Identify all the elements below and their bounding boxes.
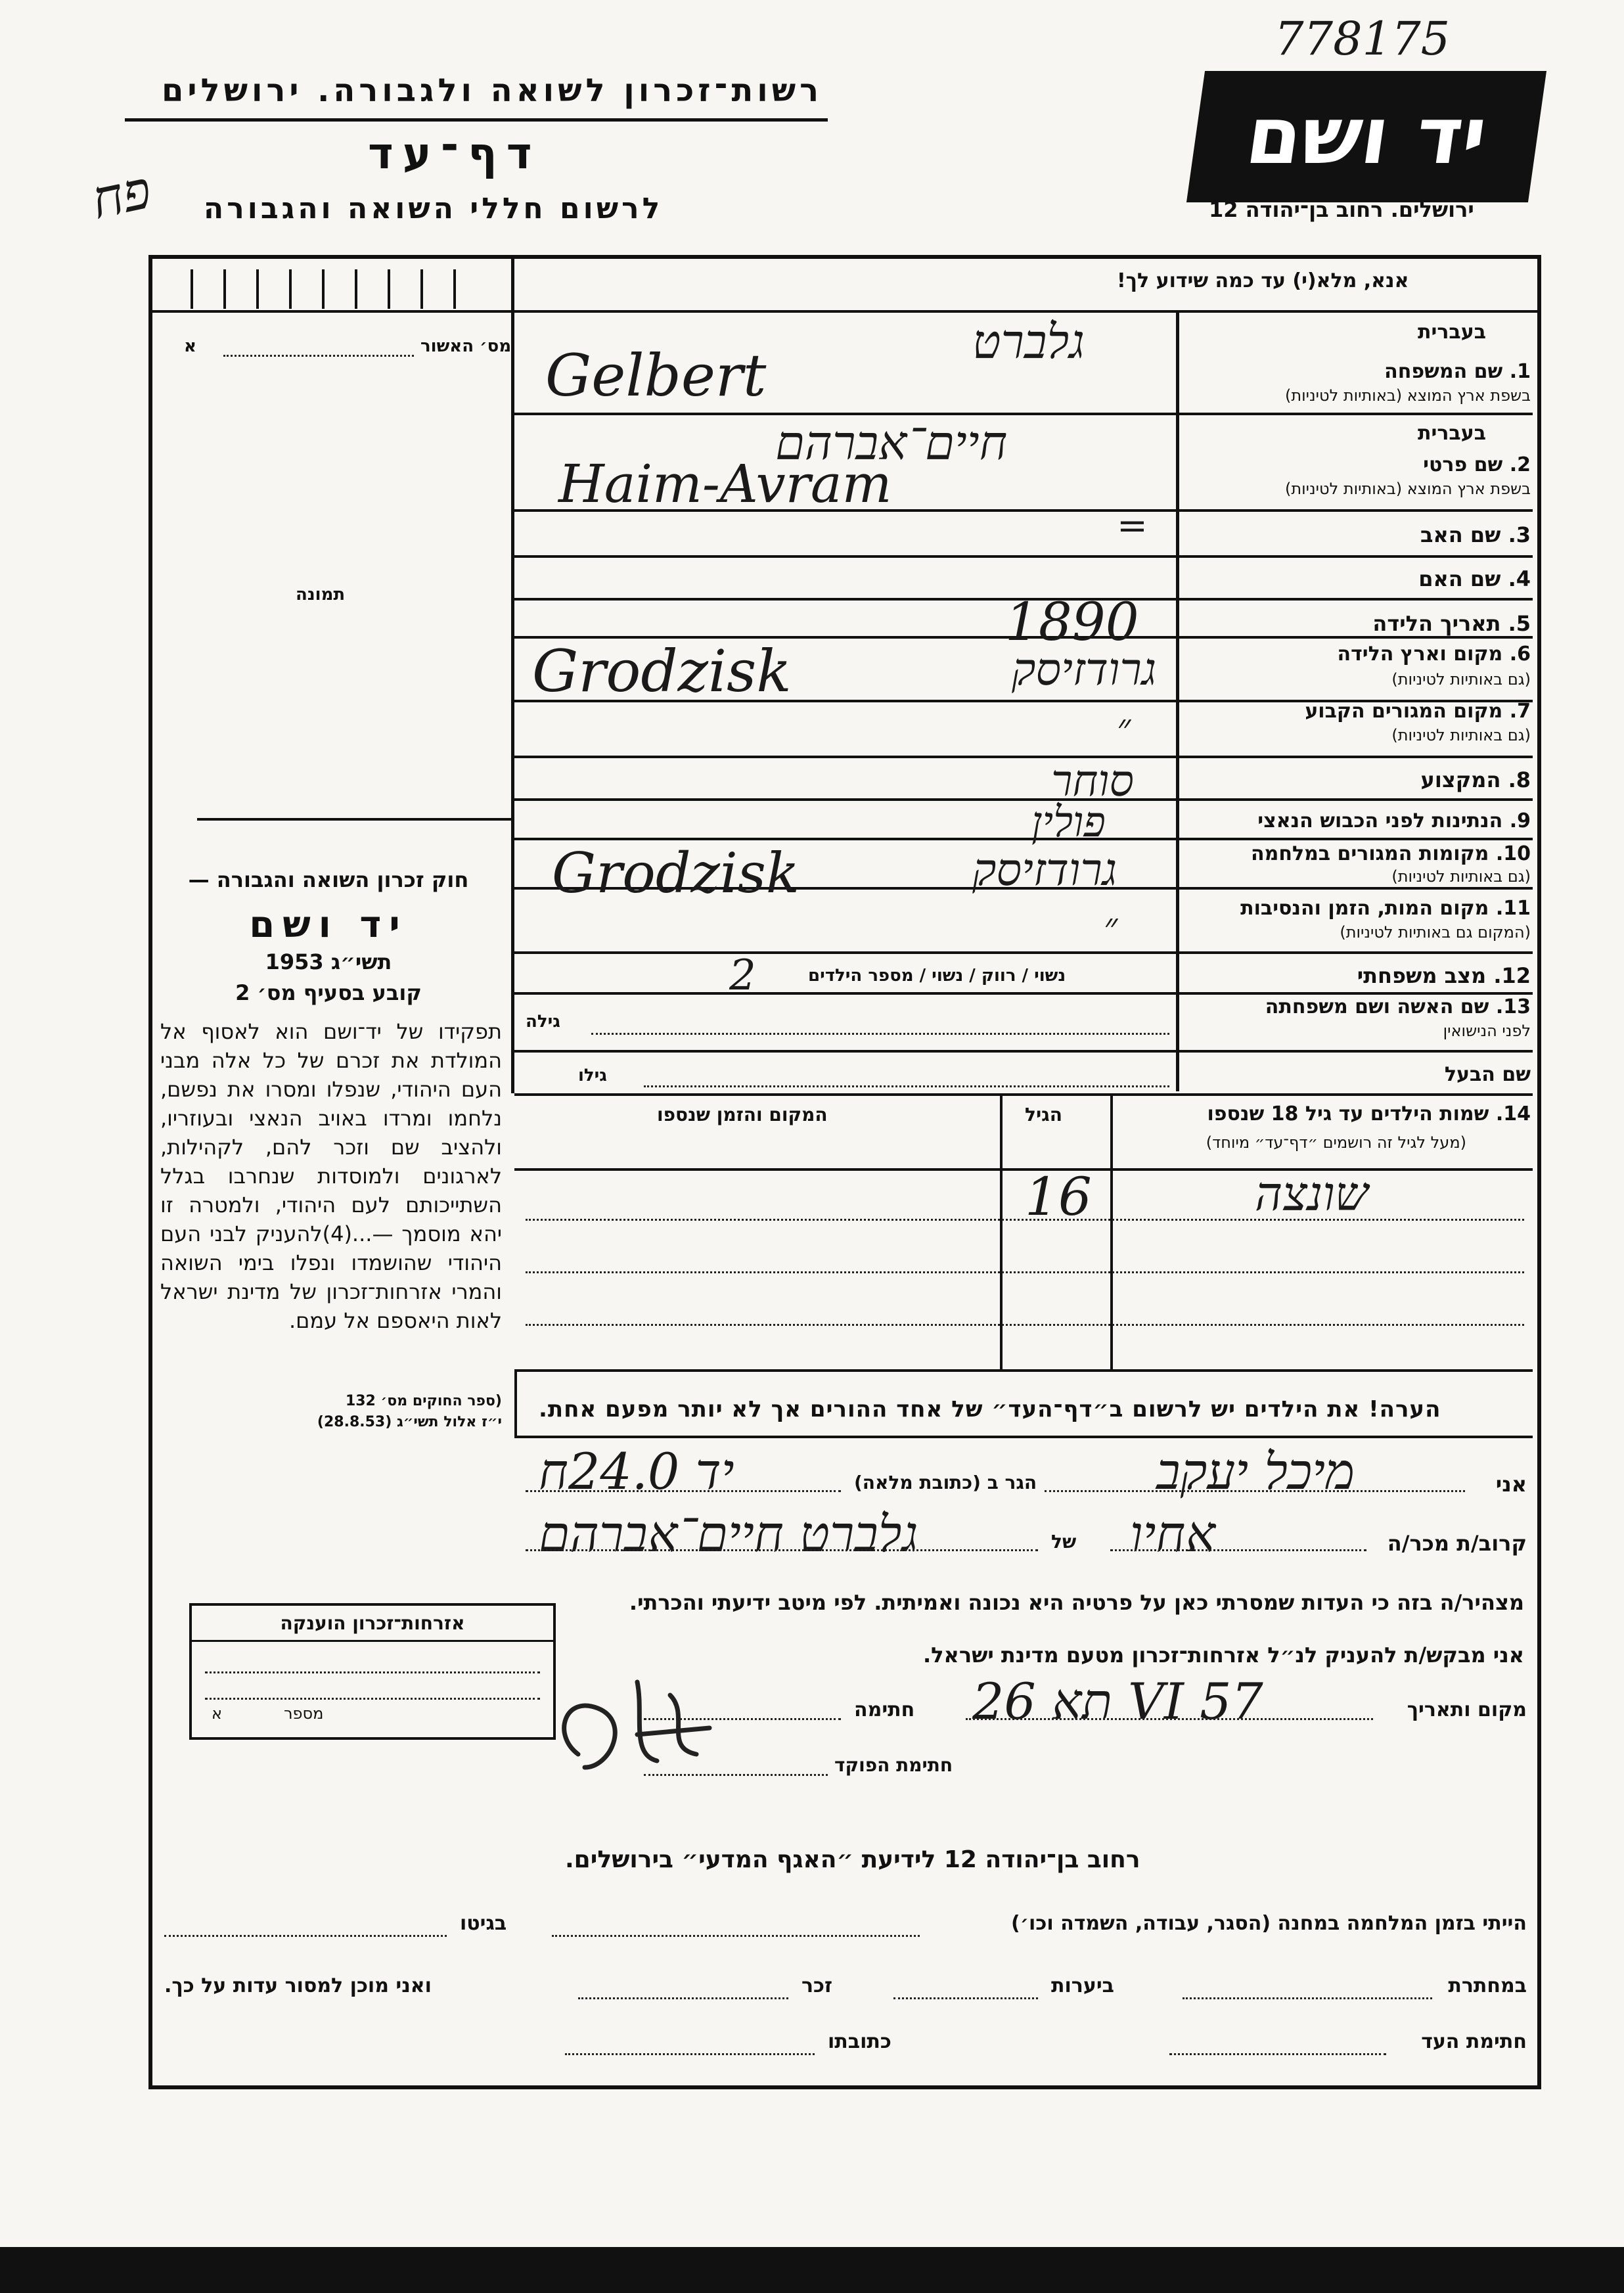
law-year: תשי״ג 1953 <box>265 949 392 974</box>
field-11-value[interactable]: ״ <box>1104 905 1118 948</box>
law-text: תפקידו של יד־ושם הוא לאסוף אל המולדת את זכרם של כל אלה מבני העם היהודי, שנפלו ומסרו את נפשם, נלחמו ומרדו באויב הנאצי ובעוזריו, ולהציב שם וזכר להם, לקהילות, לארגונים ולמוסדות שנחרבו בגלל השתייכותם לעם היהודי, ולמטרה זו יהא מוסמך —...(4)להעניק לבני העם היהודי שהושמדו ונפלו בימי השואה והמרי אזרחות־זכרון של מדינת ישראל לאות היאספם אל עמם. <box>160 1019 502 1333</box>
declarant-relation[interactable]: אחיו <box>1130 1505 1215 1563</box>
child-1-name[interactable]: שונצה <box>1255 1166 1368 1221</box>
field-7-sublabel: (גם באותיות לטיניות) <box>1391 726 1531 744</box>
child-1-age[interactable]: 16 <box>1025 1166 1092 1227</box>
note-text: הערה! את הילדים יש לרשום ב״דף־העד״ של אחד ההורים אך לא יותר מפעם אחת. <box>539 1396 1441 1422</box>
field-2-tag: בעברית <box>1418 422 1486 445</box>
field-10-value-hebrew[interactable]: גרודזיסק <box>972 844 1117 896</box>
field-13-maiden-label: גילה <box>526 1012 560 1032</box>
field-3-label: 3. שם האב <box>1420 522 1531 547</box>
law-name: יד ושם <box>249 903 408 946</box>
citizenship-number-suffix: א <box>212 1704 223 1723</box>
field-5-label: 5. תאריך הלידה <box>1372 611 1531 636</box>
field-12-children-count[interactable]: 2 <box>729 951 756 1000</box>
field-1-label: 1. שם המשפחה <box>1384 360 1531 383</box>
photo-label: תמונה <box>296 585 346 604</box>
field-2-label: 2. שם פרטי <box>1423 453 1531 476</box>
field-11-label: 11. מקום המות, הזמן והנסיבות <box>1240 897 1531 920</box>
footer-line1-end: בגיטו <box>460 1912 507 1935</box>
field-13-label: 13. שם האשה ושם משפחתה <box>1265 995 1531 1018</box>
footer-heading: רחוב בן־יהודה 12 לידיעת ״האגף המדעי״ בירושלים. <box>565 1846 1140 1873</box>
archive-number: 778175 <box>1274 12 1451 66</box>
children-header-sub: (מעל לגיל זה רושמים ״דף־עד״ מיוחד) <box>1206 1133 1466 1152</box>
signature-label: חתימה <box>854 1698 915 1721</box>
declarant-i-label: אני <box>1495 1472 1527 1497</box>
field-6-sublabel: (גם באותיות לטיניות) <box>1391 670 1531 689</box>
citizenship-number-label: מספר <box>284 1704 324 1723</box>
request-text: אני מבקש/ת להעניק לנ״ל אזרחות־זכרון מטעם מדינת ישראל. <box>923 1643 1524 1668</box>
field-9-label: 9. הנתינות לפני הכבוש הנאצי <box>1257 809 1531 832</box>
field-10-label: 10. מקומות המגורים במלחמה <box>1251 842 1531 865</box>
footer-line2-end: ואני מוכן למסור עדות על כך. <box>164 1974 432 1997</box>
signature-scribble <box>539 1656 749 1787</box>
field-5-value[interactable]: 1890 <box>1005 591 1139 652</box>
children-header: 14. שמות הילדים עד גיל 18 שנספו <box>1207 1102 1531 1125</box>
husband-label: שם הבעל <box>1444 1063 1531 1086</box>
place-date-label: מקום ותאריך <box>1407 1698 1527 1721</box>
declarant-of-label: של <box>1051 1531 1077 1553</box>
field-12-options: נשוי / רווק / נשוי / מספר הילדים <box>808 966 1066 986</box>
children-col-age: הגיל <box>1025 1104 1062 1125</box>
margin-note: פח <box>86 158 156 231</box>
citizenship-box <box>189 1603 556 1740</box>
field-6-value-hebrew[interactable]: גרודזיסק <box>1012 644 1157 696</box>
address: ירושלים. רחוב בן־יהודה 12 <box>1209 197 1474 222</box>
footer-line3-start: חתימת העד <box>1421 2030 1527 2053</box>
yad-vashem-logo <box>1186 71 1546 202</box>
field-2-value-latin[interactable]: Haim-Avram <box>558 453 892 514</box>
field-13-sublabel: לפני הנישואין <box>1443 1022 1531 1040</box>
field-10-value-latin[interactable]: Grodzisk <box>552 841 800 905</box>
declarant-address-label: הגר ב (כתובת מלאה) <box>854 1472 1037 1493</box>
declarant-name[interactable]: מיכל יעקב <box>1156 1442 1355 1501</box>
children-col-place: המקום והזמן שנספו <box>657 1104 828 1125</box>
field-3-value[interactable]: = <box>1117 505 1148 547</box>
logo-text: יד ושם <box>1240 91 1493 182</box>
law-ref-2: י״ז אלול תשי״ג (28.8.53) <box>317 1414 502 1430</box>
field-7-label: 7. מקום המגורים הקבוע <box>1305 700 1531 723</box>
declarant-address[interactable]: יד 24.0ח <box>539 1442 734 1501</box>
footer-line2-mid2: זכר <box>801 1974 833 1997</box>
field-1-sublabel: בשפת ארץ המוצא (באותיות לטיניות) <box>1285 386 1531 405</box>
declarant-relation-label: קרוב/ת מכר/ה <box>1387 1531 1527 1556</box>
signature-official-label: חתימת הפוקד <box>834 1754 953 1776</box>
footer-line1-label: הייתי בזמן המלחמה במחנה (הסגר, עבודה, השמדה וכו׳) <box>1011 1912 1527 1935</box>
law-ref-1: (ספר החוקים מס׳ 132 <box>345 1393 502 1409</box>
field-10-sublabel: (גם באותיות לטיניות) <box>1391 867 1531 886</box>
citizenship-title: אזרחות־זכרון הוענקה <box>280 1612 465 1634</box>
law-title: חוק זכרון השואה והגבורה — <box>188 867 469 892</box>
form-title: דף־עד <box>368 128 541 179</box>
field-9-value[interactable]: פולין <box>1031 798 1106 847</box>
husband-maiden-label: גילו <box>578 1066 607 1085</box>
declarant-of-name[interactable]: גלברט חיים־אברהם <box>539 1505 918 1563</box>
field-8-label: 8. המקצוע <box>1420 767 1531 792</box>
authority-name: רשות־זכרון לשואה ולגבורה. ירושלים <box>161 72 823 109</box>
form-subtitle: לרשום חללי השואה והגבורה <box>204 192 664 225</box>
signature-mark <box>539 1656 749 1787</box>
footer-line2-start: במחתרת <box>1448 1974 1527 1997</box>
field-6-label: 6. מקום וארץ הלידה <box>1337 643 1531 666</box>
field-2-sublabel: בשפת ארץ המוצא (באותיות לטיניות) <box>1285 480 1531 498</box>
registration-label: מס׳ האשור <box>420 336 512 356</box>
field-12-label: 12. מצב משפחתי <box>1357 963 1531 988</box>
field-4-label: 4. שם האם <box>1418 566 1531 591</box>
field-6-value-latin[interactable]: Grodzisk <box>532 637 792 705</box>
law-section: קובע בסעיף מס׳ 2 <box>235 980 422 1005</box>
declaration-text: מצהיר/ה בזה כי העדות שמסרתי כאן על פרטיה היא נכונה ואמיתית. לפי מיטב ידיעתי והכרתי. <box>629 1590 1524 1615</box>
field-7-value[interactable]: ״ <box>1117 706 1131 749</box>
intro-text: אנא, מלא(י) עד כמה שידוע לך! <box>1117 269 1409 292</box>
field-1-tag: בעברית <box>1418 321 1486 344</box>
field-11-sublabel: (המקום גם באותיות לטיניות) <box>1340 923 1531 942</box>
registration-boxes <box>158 263 506 309</box>
field-1-value-latin[interactable]: Gelbert <box>545 342 767 409</box>
footer-line3-end: כתובתו <box>828 2030 891 2053</box>
scan-bottom-edge <box>0 2247 1624 2293</box>
field-2-value-hebrew[interactable]: חיים־אברהם <box>775 415 1008 470</box>
field-1-value-hebrew[interactable]: גלברט <box>972 314 1085 369</box>
place-date-value[interactable]: תא 26 VI 57 <box>972 1672 1263 1731</box>
field-8-value[interactable]: סוחר <box>1051 756 1134 806</box>
registration-suffix: א <box>184 336 196 356</box>
footer-line2-mid1: ביערות <box>1051 1974 1114 1997</box>
